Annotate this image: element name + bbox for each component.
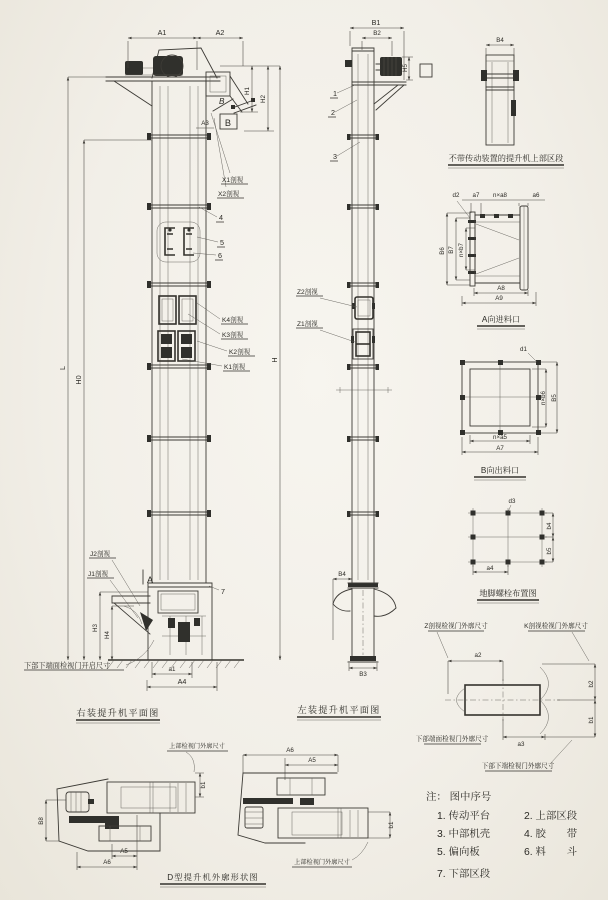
mid-elevator-casing <box>336 48 392 583</box>
left-view-leaders <box>24 99 255 670</box>
discharge-spout <box>206 72 230 96</box>
part-callout-3: 3 <box>333 152 337 161</box>
mid-view-caption: 左装提升机平面图 <box>297 705 381 715</box>
section-label-z2: Z2剖视 <box>297 289 318 296</box>
dim-h1: H1 <box>244 87 251 95</box>
dim-l: L <box>58 366 67 370</box>
boot-door-note: 下部下端面检视门开启尺寸 <box>24 661 111 670</box>
section-label-k1: K1剖视 <box>224 364 246 371</box>
mid-elevator-boot <box>333 583 396 662</box>
motor-side-silhouette <box>380 57 402 76</box>
note-item-3: 3. 中部机壳 <box>437 829 491 840</box>
dim-na5: n×a5 <box>493 434 507 441</box>
section-marker-b: B <box>219 97 225 106</box>
dim-a6-1: A6 <box>103 859 111 866</box>
note-item-4: 4. 胶 带 <box>524 829 578 840</box>
dim-a9: A9 <box>495 295 503 302</box>
mid-elevator-view <box>296 18 432 720</box>
dim-b7: B7 <box>448 246 455 254</box>
notes-heading: 注： 图中序号 <box>426 792 492 803</box>
dim-a5-2: A5 <box>308 757 316 764</box>
dim-b4-mid: B4 <box>338 571 346 578</box>
outline-caption: D型提升机外廓形状图 <box>167 873 259 882</box>
section-label-k3: K3剖视 <box>222 332 244 339</box>
dim-a4-bolt: a4 <box>486 565 494 572</box>
note-item-2: 2. 上部区段 <box>524 811 578 822</box>
outline-motor-1 <box>66 792 89 812</box>
dim-b1-door: b1 <box>588 716 595 724</box>
dim-h5: H5 <box>402 64 409 72</box>
boot-inspection-door <box>158 591 198 613</box>
part-callout-7: 7 <box>221 587 225 596</box>
note-item-1: 1. 传动平台 <box>437 811 491 822</box>
dim-h2: H2 <box>260 95 267 103</box>
door-label-bottom-face: 下部端面检视门外廓尺寸 <box>415 736 489 743</box>
left-elevator-head <box>106 48 256 113</box>
dim-nb7: n×b7 <box>458 243 465 257</box>
section-b-box-label: B <box>224 118 232 128</box>
dim-a5-1: A5 <box>120 848 128 855</box>
section-label-k4: K4剖视 <box>222 317 244 324</box>
dim-b8: B8 <box>38 817 45 825</box>
bucket-window <box>157 222 200 262</box>
dim-b5-bolt: b5 <box>546 547 553 555</box>
dim-a1-small: a1 <box>168 666 176 673</box>
left-view-dimensions <box>68 38 280 691</box>
section-marker-a: A <box>147 575 154 585</box>
part-callout-5: 5 <box>220 238 224 247</box>
dim-b4-bolt: b4 <box>546 522 553 530</box>
inlet-caption: A向进料口 <box>481 315 521 324</box>
dim-b1-outline-1: b1 <box>200 781 207 789</box>
left-elevator-view <box>24 28 280 723</box>
note-item-5: 5. 偏向板 <box>437 847 480 858</box>
dim-b6: B6 <box>439 247 446 255</box>
dim-a3: A3 <box>201 120 209 127</box>
part-callout-1: 1 <box>333 89 337 98</box>
dim-a1: A1 <box>157 28 167 37</box>
bolt-layout-caption: 地脚螺栓布置图 <box>479 589 537 598</box>
dim-b4-upper: B4 <box>496 37 504 44</box>
section-label-k2: K2剖视 <box>229 349 251 356</box>
left-discharge-flap <box>333 589 352 611</box>
outlet-detail <box>460 346 558 480</box>
dim-nb6: n×b6 <box>540 391 547 405</box>
notes-block <box>426 790 578 880</box>
dim-b2: B2 <box>373 30 381 37</box>
section-label-x1: X1剖视 <box>222 177 244 184</box>
dim-h0: H0 <box>74 375 83 385</box>
note-item-6: 6. 料 斗 <box>524 847 578 858</box>
small-marker-box <box>420 64 432 77</box>
part-callout-2: 2 <box>331 108 335 117</box>
inspection-door-detail <box>416 621 595 771</box>
boot-pulley <box>178 622 190 642</box>
dim-b5-outlet: B5 <box>551 394 558 402</box>
dim-d1: d1 <box>520 346 527 353</box>
outline-belt-bar-1 <box>69 816 119 823</box>
dim-a8: A8 <box>497 285 505 292</box>
dim-a4: A4 <box>177 677 187 686</box>
outline-motor-2 <box>245 807 263 828</box>
dim-d3: d3 <box>508 498 516 505</box>
dim-h4: H4 <box>104 631 111 639</box>
upper-section-caption: 不带传动装置的提升机上部区段 <box>448 154 564 163</box>
outline-drawing-left <box>38 742 228 870</box>
dim-b2-door: b2 <box>588 680 595 688</box>
dim-h3: H3 <box>92 624 99 632</box>
outlet-caption: B向出料口 <box>480 466 520 475</box>
upper-door-label-2: 上部检视门外廓尺寸 <box>294 859 350 866</box>
part-callout-6: 6 <box>218 251 222 260</box>
section-label-j1: J1剖视 <box>88 571 109 578</box>
section-label-j2: J2剖视 <box>90 551 111 558</box>
note-item-7: 7. 下部区段 <box>437 869 491 880</box>
section-label-z1: Z1剖视 <box>297 321 318 328</box>
left-elevator-casing <box>147 82 211 583</box>
outline-drawing-right <box>160 747 395 887</box>
dim-a6-2: A6 <box>286 747 294 754</box>
dim-a2-door: a2 <box>474 652 482 659</box>
right-discharge-flap <box>374 589 396 616</box>
mid-view-dimensions <box>296 28 413 671</box>
dim-a3-door: a3 <box>517 741 525 748</box>
section-label-x2: X2剖视 <box>218 191 240 198</box>
dim-a6-inlet: a6 <box>532 192 540 199</box>
dim-a7-inlet: a7 <box>472 192 480 199</box>
dim-b1-outline-2: b1 <box>388 821 395 829</box>
part-callout-4: 4 <box>219 213 223 222</box>
dim-b3: B3 <box>359 671 367 678</box>
gearbox-silhouette <box>153 56 183 76</box>
dim-h: H <box>270 357 279 363</box>
dim-a7-outlet: A7 <box>496 445 504 452</box>
outline-belt-bar-2 <box>243 798 293 804</box>
anchor-bolt-layout <box>468 498 553 603</box>
motor-silhouette <box>125 61 143 75</box>
upper-door-label-1: 上部检视门外廓尺寸 <box>169 743 225 750</box>
door-label-bottom-lower: 下部下端检视门外廓尺寸 <box>481 763 555 770</box>
left-view-caption: 右装提升机平面图 <box>76 708 160 718</box>
k-inspection-doors <box>158 296 196 361</box>
door-label-z: Z剖视检视门外廓尺寸 <box>424 623 488 630</box>
dim-d2: d2 <box>452 192 460 199</box>
inlet-detail <box>439 192 545 329</box>
door-label-k: K剖视检视门外廓尺寸 <box>524 623 588 630</box>
dim-na8: n×a8 <box>493 192 507 199</box>
dim-a2: A2 <box>215 28 225 37</box>
dim-b1: B1 <box>371 18 381 27</box>
left-elevator-boot <box>112 583 212 660</box>
upper-section-detail <box>448 37 564 168</box>
